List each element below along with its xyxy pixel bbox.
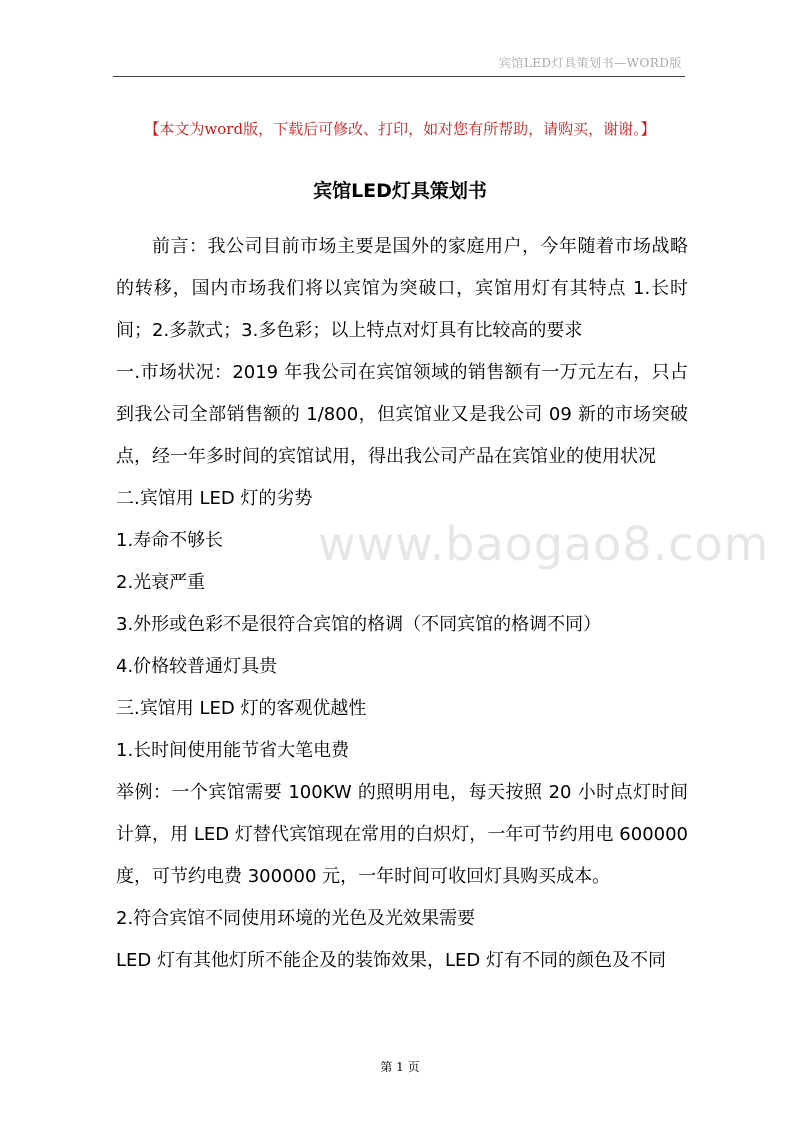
header-divider — [113, 76, 685, 77]
list-item: 3.外形或色彩不是很符合宾馆的格调（不同宾馆的格调不同） — [116, 614, 602, 635]
body-paragraph: LED 灯有其他灯所不能企及的装饰效果，LED 灯有不同的颜色及不同 — [116, 950, 666, 971]
page-header: 宾馆LED灯具策划书—WORD版 — [498, 56, 682, 70]
list-item: 4.价格较普通灯具贵 — [116, 656, 278, 677]
preface-paragraph: 前言：我公司目前市场主要是国外的家庭用户，今年随着市场战略的转移，国内市场我们将以宾馆为突破口，宾馆用灯有其特点 1.长时间；2.多款式；3.多色彩；以上特点对灯具有比较高的要求 — [116, 236, 688, 341]
list-item: 1.长时间使用能节省大笔电费 — [116, 740, 350, 761]
watermark-text: www.baogao8.com — [318, 517, 770, 571]
market-status-paragraph: 一.市场状况：2019 年我公司在宾馆领域的销售额有一万元左右，只占到我公司全部销售额的 1/800，但宾馆业又是我公司 09 新的市场突破点，经一年多时间的宾馆试用，得出我公司产品在宾馆业的使用状况 — [116, 362, 688, 467]
section-heading-advantages: 三.宾馆用 LED 灯的客观优越性 — [116, 698, 367, 719]
list-item: 2.光衰严重 — [116, 572, 206, 593]
list-item: 2.符合宾馆不同使用环境的光色及光效果需要 — [116, 908, 476, 929]
section-heading-disadvantages: 二.宾馆用 LED 灯的劣势 — [116, 488, 313, 509]
download-notice: 【本文为word版，下载后可修改、打印，如对您有所帮助，请购买，谢谢。】 — [144, 120, 656, 138]
example-paragraph: 举例：一个宾馆需要 100KW 的照明用电，每天按照 20 小时点灯时间计算，用 LED 灯替代宾馆现在常用的白炽灯，一年可节约用电 600000 度，可节约电费 300000 元，一年时间可收回灯具购买成本。 — [116, 782, 688, 887]
document-title: 宾馆LED灯具策划书 — [313, 180, 487, 202]
document-body — [116, 226, 688, 982]
page-number: 第 1 页 — [380, 1060, 420, 1074]
list-item: 1.寿命不够长 — [116, 530, 224, 551]
